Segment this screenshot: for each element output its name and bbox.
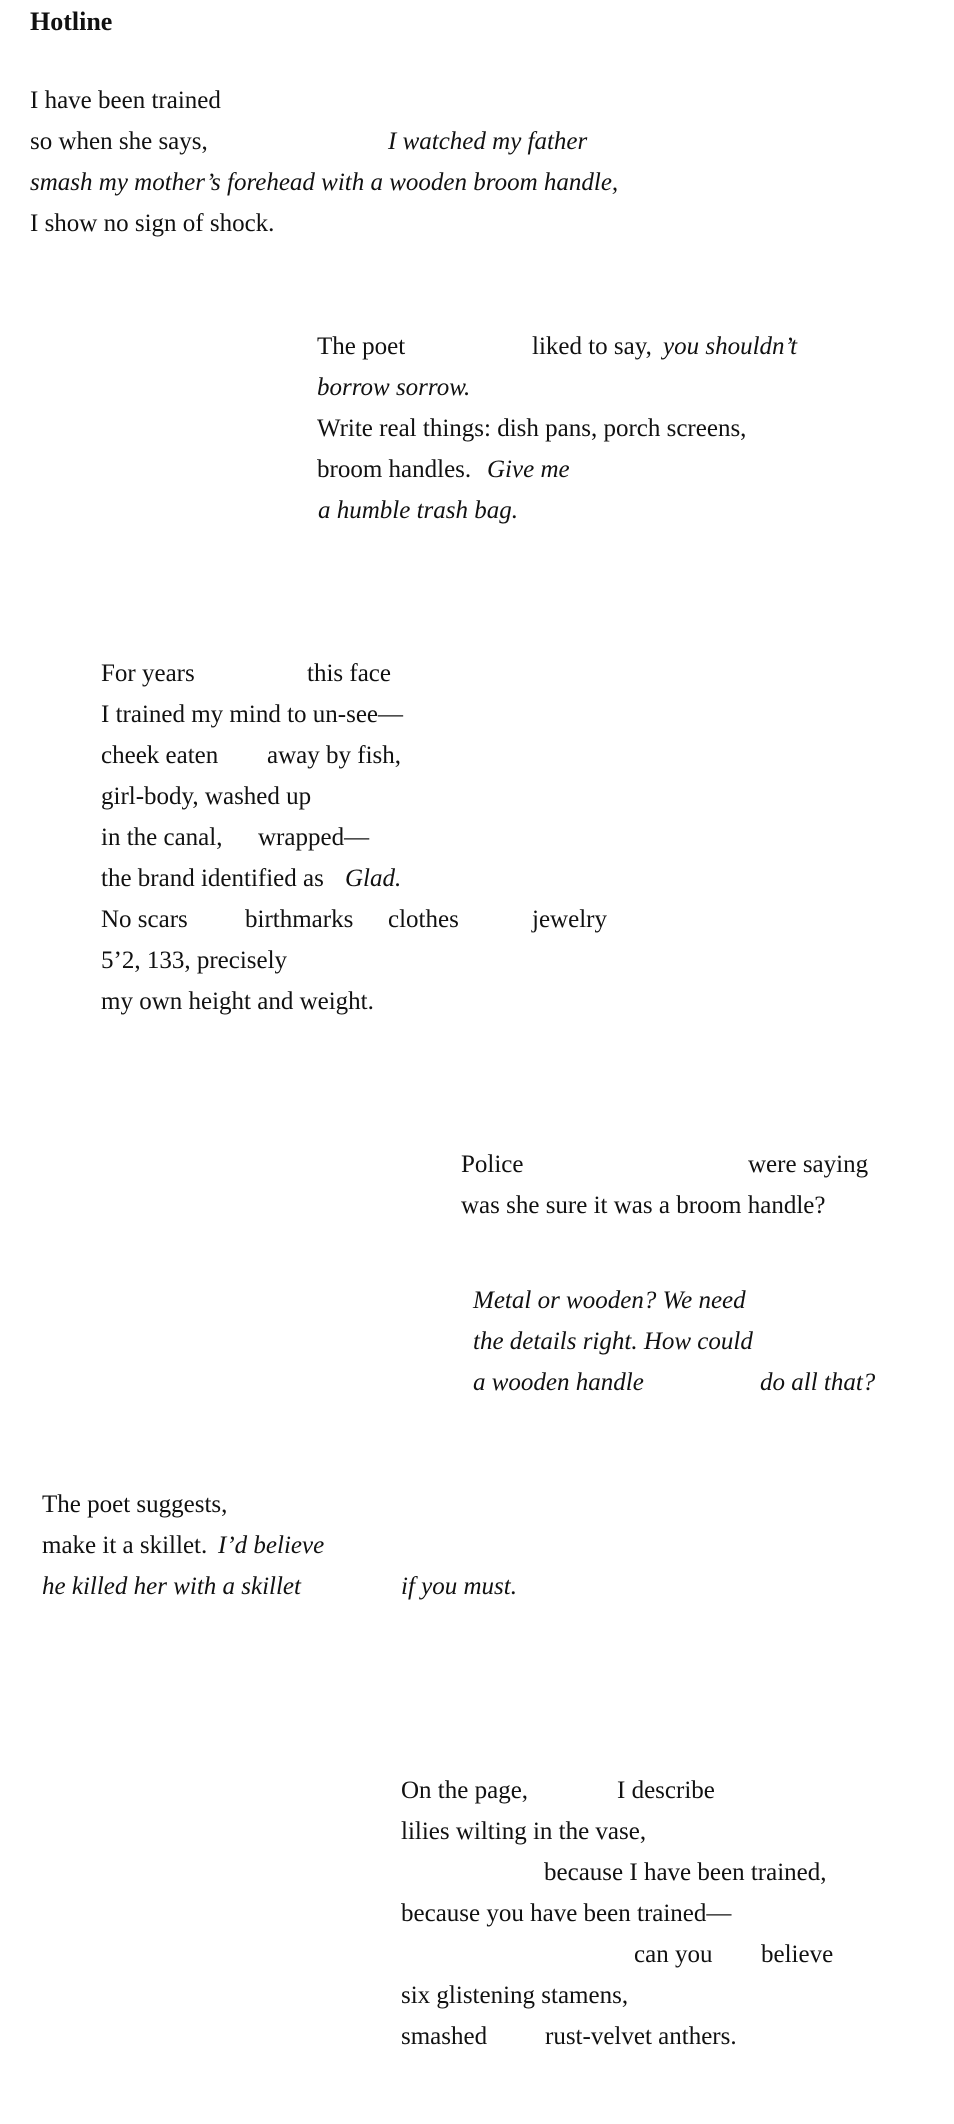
poem-line: liked to say, [532, 333, 652, 360]
poem-line-italic: smash my mother’s forehead with a wooden broom handle, [30, 169, 619, 196]
poem-line: I have been trained [30, 87, 221, 114]
poem-line-italic: the details right. How could [473, 1328, 753, 1355]
poem-line: believe [761, 1941, 834, 1968]
poem-line: the brand identified as [101, 865, 324, 892]
poem-line: Police [461, 1151, 524, 1178]
poem-line: cheek eaten [101, 742, 219, 769]
poem-line-italic: borrow sorrow. [317, 374, 471, 401]
poem-line: six glistening stamens, [401, 1982, 629, 2009]
poem-line: because you have been trained— [401, 1900, 732, 1927]
poem-line: clothes [388, 906, 459, 933]
poem-line: For years [101, 660, 195, 687]
poem-line: The poet suggests, [42, 1491, 228, 1518]
poem-line: On the page, [401, 1777, 529, 1804]
poem-line: girl-body, washed up [101, 783, 312, 810]
poem-line: away by fish, [267, 742, 401, 769]
poem-line: were saying [748, 1151, 869, 1178]
poem-title: Hotline [30, 7, 113, 36]
poem-line: Write real things: dish pans, porch screens, [317, 415, 747, 442]
poem-line-italic: he killed her with a skillet [42, 1573, 301, 1600]
poem-line: I describe [617, 1777, 715, 1804]
poem-line: wrapped— [258, 824, 370, 851]
poem-line: broom handles. [317, 456, 472, 483]
poem-line: jewelry [532, 906, 607, 933]
poem-line-italic: I watched my father [388, 128, 588, 155]
poem-line: lilies wilting in the vase, [401, 1818, 647, 1845]
poem-line-italic: Glad. [345, 865, 402, 892]
poem-line: The poet [317, 333, 406, 360]
poem-line-italic: I’d believe [218, 1532, 325, 1559]
poem-line: so when she says, [30, 128, 208, 155]
poem-line-italic: you shouldn’t [663, 333, 798, 360]
poem-line: I show no sign of shock. [30, 210, 275, 237]
poem-line: in the canal, [101, 824, 223, 851]
poem-line: I trained my mind to un-see— [101, 701, 404, 728]
poem-line-italic: a humble trash bag. [318, 497, 518, 524]
poem-line-italic: do all that? [760, 1369, 876, 1396]
poem-line: birthmarks [245, 906, 354, 933]
poem-line: can you [634, 1941, 713, 1968]
poem-line: because I have been trained, [544, 1859, 827, 1886]
poem-line: smashed [401, 2023, 488, 2050]
poem-line: No scars [101, 906, 188, 933]
poem-line: 5’2, 133, precisely [101, 947, 288, 974]
poem-line-italic: a wooden handle [473, 1369, 644, 1396]
poem-line: this face [307, 660, 391, 687]
poem-line-italic: Give me [487, 456, 570, 483]
poem-line: rust-velvet anthers. [545, 2023, 737, 2050]
poem-line-italic: Metal or wooden? We need [473, 1287, 746, 1314]
poem-line: make it a skillet. [42, 1532, 208, 1559]
poem-line: was she sure it was a broom handle? [461, 1192, 826, 1219]
poem-line: my own height and weight. [101, 988, 374, 1015]
poem-line-italic: if you must. [401, 1573, 517, 1600]
